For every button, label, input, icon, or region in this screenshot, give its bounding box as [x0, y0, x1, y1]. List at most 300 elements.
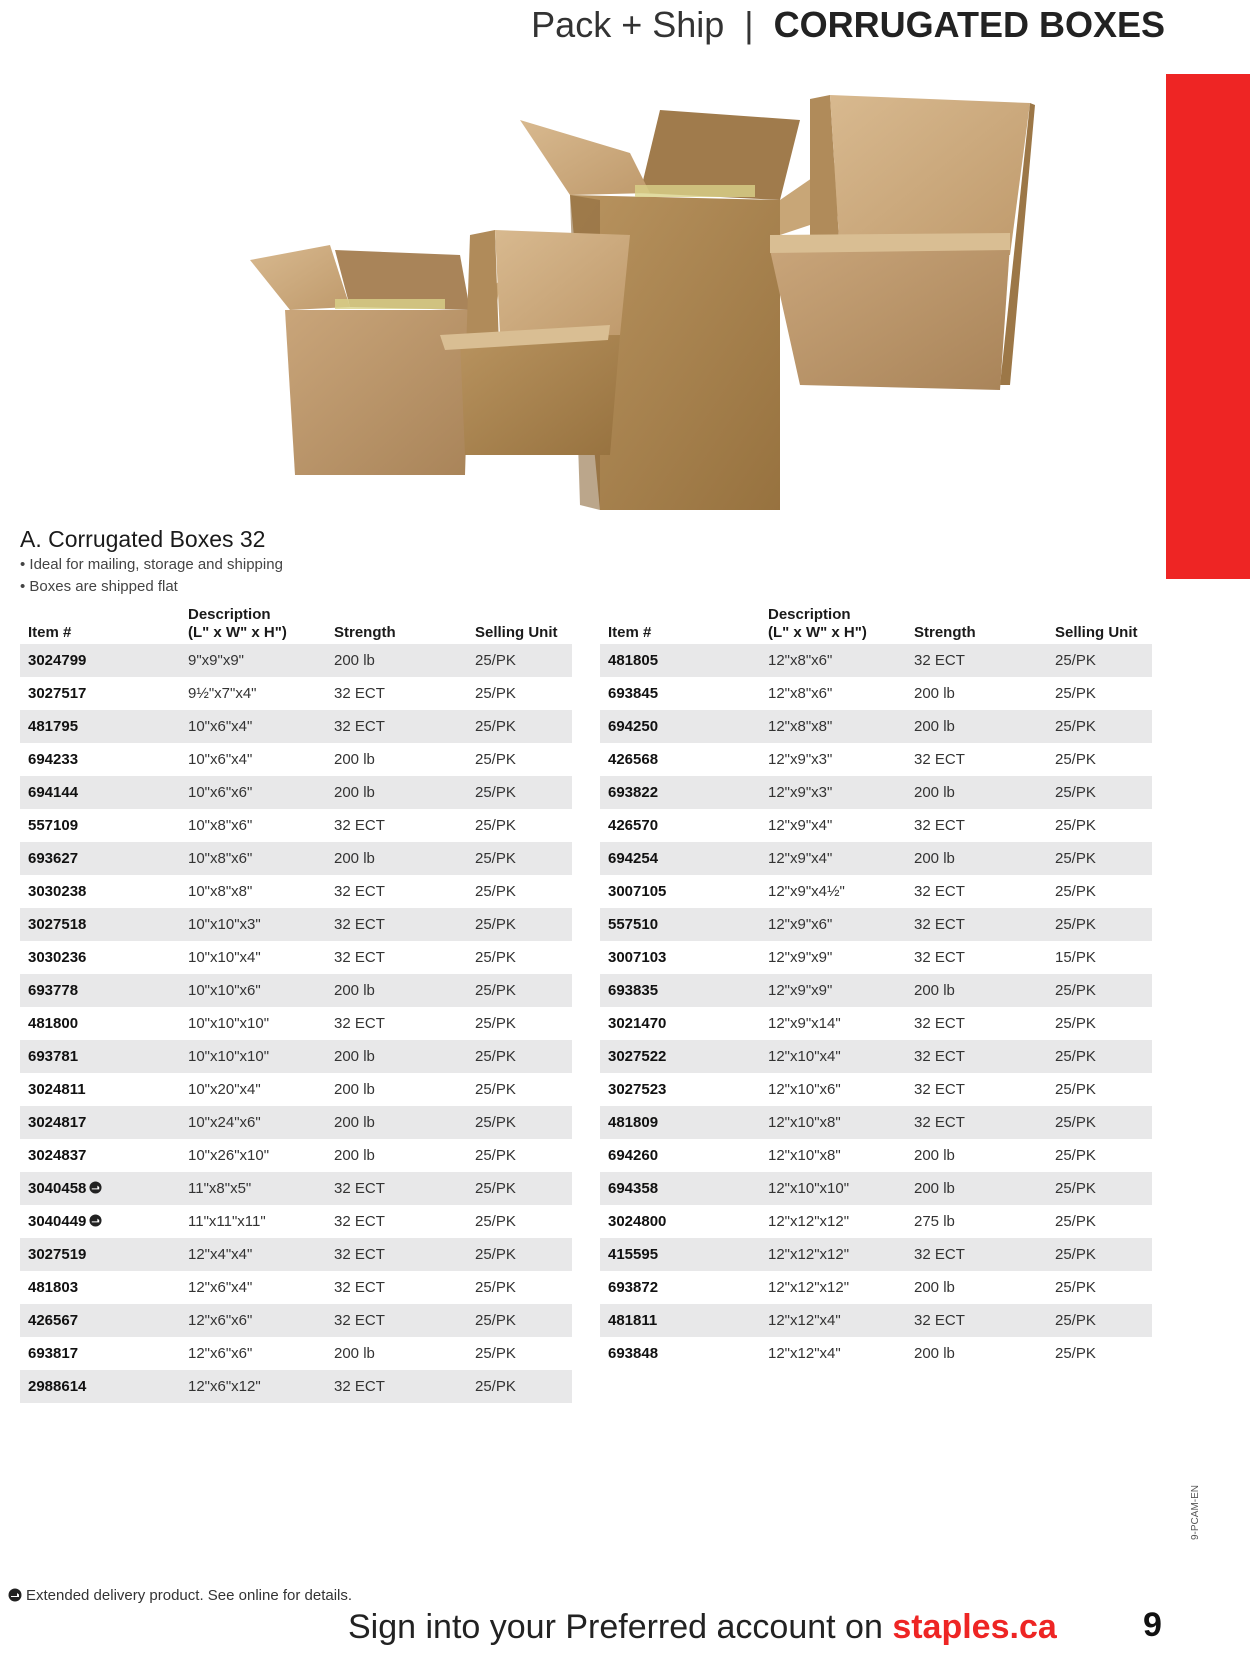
- table-row: [20, 1238, 572, 1271]
- strength-cell: 32 ECT: [326, 1238, 467, 1271]
- description-cell: 10"x6"x4": [180, 710, 326, 743]
- selling-unit-cell: 25/PK: [475, 1015, 516, 1032]
- description-cell: 11"x11"x11": [188, 1213, 266, 1230]
- selling-unit-cell: 25/PK: [1055, 751, 1096, 768]
- table-row: [20, 809, 572, 842]
- table-row: [600, 1172, 1152, 1205]
- table-row: [20, 644, 572, 677]
- item-number: 693822: [608, 784, 659, 801]
- item-number-cell: [20, 908, 180, 941]
- description-cell: 10"x6"x4": [188, 751, 253, 768]
- item-number-cell: [20, 1106, 180, 1139]
- page-number: 9: [1143, 1606, 1162, 1644]
- item-number-cell: [20, 1337, 180, 1370]
- description-header-line1: Description: [768, 606, 851, 623]
- strength-cell: 200 lb: [914, 1147, 955, 1164]
- table-row: [600, 908, 1152, 941]
- item-number: 3040458: [28, 1180, 87, 1197]
- item-number: 3027523: [608, 1081, 667, 1098]
- item-number: 3024799: [28, 652, 87, 669]
- selling-unit-cell: 25/PK: [467, 908, 572, 941]
- selling-unit-cell: 25/PK: [1055, 883, 1096, 900]
- selling-unit-cell: 25/PK: [467, 776, 572, 809]
- strength-cell: 200 lb: [906, 842, 1047, 875]
- description-header: [760, 604, 906, 644]
- item-number-cell: [20, 1040, 180, 1073]
- selling-unit-cell: 25/PK: [1047, 1238, 1152, 1271]
- strength-cell: 32 ECT: [906, 1304, 1047, 1337]
- table-header-row: [600, 604, 1152, 644]
- table-row: [600, 710, 1152, 743]
- description-cell: 12"x12"x12": [768, 1213, 850, 1230]
- page-header: [0, 2, 1165, 48]
- feature-list: [20, 554, 283, 598]
- item-number-cell: [600, 677, 760, 710]
- item-number: 694358: [608, 1180, 659, 1197]
- item-number-cell: [600, 1205, 760, 1238]
- description-header-line2: (L" x W" x H"): [768, 624, 867, 641]
- description-header-line1: Description: [188, 606, 271, 623]
- box-table-right: [600, 604, 1152, 1370]
- selling-unit-cell: 25/PK: [467, 1040, 572, 1073]
- selling-unit-header: Selling Unit: [1055, 624, 1138, 641]
- strength-cell: 200 lb: [914, 1279, 955, 1296]
- item-number: 3027518: [28, 916, 87, 933]
- selling-unit-cell: 25/PK: [475, 883, 516, 900]
- table-row: [20, 842, 572, 875]
- table-row: [600, 809, 1152, 842]
- item-number-cell: [600, 974, 760, 1007]
- strength-cell: 200 lb: [334, 1147, 375, 1164]
- item-number: 481800: [28, 1015, 79, 1032]
- selling-unit-cell: 25/PK: [1055, 1081, 1096, 1098]
- item-number-cell: [600, 1304, 760, 1337]
- item-number: 3040449: [28, 1213, 87, 1230]
- strength-cell: 200 lb: [906, 776, 1047, 809]
- table-row: [20, 941, 572, 974]
- table-row: [20, 776, 572, 809]
- tagline-text: Sign into your Preferred account on: [348, 1608, 893, 1646]
- item-number: 3030238: [28, 883, 87, 900]
- description-cell: 12"x9"x9": [768, 949, 833, 966]
- description-cell: 12"x12"x12": [760, 1238, 906, 1271]
- table-row: [600, 743, 1152, 776]
- item-number-cell: [20, 1271, 180, 1304]
- strength-cell: 32 ECT: [326, 908, 467, 941]
- table-row: [600, 974, 1152, 1007]
- item-number-cell: [600, 1040, 760, 1073]
- strength-cell: 32 ECT: [914, 1015, 965, 1032]
- description-cell: 12"x4"x4": [180, 1238, 326, 1271]
- strength-cell: 200 lb: [326, 1040, 467, 1073]
- item-number-cell: [600, 1238, 760, 1271]
- description-cell: 12"x10"x6": [768, 1081, 841, 1098]
- item-number-cell: [600, 644, 760, 677]
- strength-cell: 200 lb: [334, 751, 375, 768]
- selling-unit-cell: 25/PK: [1047, 842, 1152, 875]
- table-row: [600, 941, 1152, 974]
- item-number: 3021470: [608, 1015, 667, 1032]
- item-number: 693848: [608, 1345, 659, 1362]
- strength-cell: 200 lb: [906, 974, 1047, 1007]
- description-cell: 12"x12"x12": [768, 1279, 850, 1296]
- item-number: 3024817: [28, 1114, 87, 1131]
- description-cell: 10"x10"x6": [180, 974, 326, 1007]
- description-cell: 12"x9"x3": [768, 751, 833, 768]
- extended-delivery-icon: [8, 1588, 22, 1602]
- box-table-left: [20, 604, 572, 1403]
- feature-bullet: • Boxes are shipped flat: [20, 576, 283, 598]
- selling-unit-cell: 25/PK: [1047, 1040, 1152, 1073]
- table-row: [20, 908, 572, 941]
- selling-unit-cell: 25/PK: [467, 1238, 572, 1271]
- selling-unit-cell: 25/PK: [467, 1370, 572, 1403]
- table-row: [600, 1139, 1152, 1172]
- table-row: [20, 1205, 572, 1238]
- item-number: 694260: [608, 1147, 659, 1164]
- extended-delivery-icon: [89, 1214, 102, 1227]
- table-row: [600, 875, 1152, 908]
- strength-cell: 200 lb: [334, 1345, 375, 1362]
- selling-unit-cell: 25/PK: [1047, 1106, 1152, 1139]
- table-row: [20, 743, 572, 776]
- item-number: 557109: [28, 817, 79, 834]
- table-row: [20, 1106, 572, 1139]
- selling-unit-cell: 25/PK: [475, 1213, 516, 1230]
- item-number: 426568: [608, 751, 659, 768]
- strength-cell: 32 ECT: [914, 751, 965, 768]
- header-category: Pack + Ship: [531, 4, 725, 45]
- item-number-cell: [600, 908, 760, 941]
- strength-header: Strength: [914, 624, 976, 641]
- item-number-header: Item #: [608, 624, 652, 641]
- strength-cell: 32 ECT: [334, 883, 385, 900]
- description-cell: 12"x8"x6": [768, 685, 833, 702]
- selling-unit-cell: 25/PK: [1047, 710, 1152, 743]
- selling-unit-cell: 25/PK: [467, 710, 572, 743]
- item-number: 3007105: [608, 883, 667, 900]
- table-row: [20, 710, 572, 743]
- table-row: [600, 1238, 1152, 1271]
- item-number-cell: [20, 875, 180, 908]
- description-cell: 10"x26"x10": [188, 1147, 270, 1164]
- selling-unit-cell: 25/PK: [467, 1106, 572, 1139]
- table-row: [20, 1370, 572, 1403]
- strength-cell: 200 lb: [914, 685, 955, 702]
- item-number-cell: [20, 1073, 180, 1106]
- item-number: 3007103: [608, 949, 667, 966]
- item-number-cell: [20, 1172, 180, 1205]
- selling-unit-cell: 25/PK: [475, 685, 516, 702]
- selling-unit-cell: 25/PK: [1055, 1213, 1096, 1230]
- item-number: 693781: [28, 1048, 79, 1065]
- table-row: [20, 1073, 572, 1106]
- item-number-cell: [600, 1337, 760, 1370]
- selling-unit-cell: 25/PK: [475, 817, 516, 834]
- description-cell: 12"x10"x8": [768, 1147, 841, 1164]
- item-number: 3030236: [28, 949, 87, 966]
- item-number: 694144: [28, 784, 79, 801]
- description-cell: 12"x12"x4": [760, 1304, 906, 1337]
- item-number: 693627: [28, 850, 79, 867]
- description-cell: 10"x10"x3": [180, 908, 326, 941]
- table-row: [600, 1205, 1152, 1238]
- strength-cell: 32 ECT: [914, 949, 965, 966]
- item-number-cell: [20, 776, 180, 809]
- table-row: [20, 677, 572, 710]
- table-row: [600, 842, 1152, 875]
- strength-cell: 200 lb: [326, 974, 467, 1007]
- description-cell: 12"x9"x4": [768, 817, 833, 834]
- selling-unit-header: Selling Unit: [475, 624, 558, 641]
- item-number: 693845: [608, 685, 659, 702]
- strength-cell: 32 ECT: [334, 1015, 385, 1032]
- description-cell: 12"x9"x3": [760, 776, 906, 809]
- selling-unit-cell: 25/PK: [1047, 644, 1152, 677]
- description-cell: 12"x9"x9": [760, 974, 906, 1007]
- strength-cell: 32 ECT: [906, 1106, 1047, 1139]
- footnote: [8, 1587, 352, 1604]
- description-cell: 10"x20"x4": [188, 1081, 261, 1098]
- item-number-cell: [600, 809, 760, 842]
- strength-cell: 200 lb: [326, 776, 467, 809]
- description-header: [180, 604, 326, 644]
- selling-unit-cell: 25/PK: [475, 949, 516, 966]
- strength-cell: 32 ECT: [914, 883, 965, 900]
- selling-unit-cell: 25/PK: [1047, 974, 1152, 1007]
- strength-cell: 32 ECT: [334, 1213, 385, 1230]
- selling-unit-cell: 25/PK: [467, 644, 572, 677]
- item-number-cell: [600, 1139, 760, 1172]
- header-separator: |: [744, 4, 754, 45]
- item-number-cell: [600, 743, 760, 776]
- strength-header: Strength: [334, 624, 396, 641]
- strength-cell: 200 lb: [334, 1081, 375, 1098]
- description-cell: 12"x8"x8": [760, 710, 906, 743]
- item-number-cell: [600, 875, 760, 908]
- item-number: 3024837: [28, 1147, 87, 1164]
- product-section: [20, 524, 283, 598]
- item-number-cell: [20, 743, 180, 776]
- description-cell: 12"x10"x4": [760, 1040, 906, 1073]
- strength-cell: 32 ECT: [906, 644, 1047, 677]
- selling-unit-cell: 25/PK: [475, 1279, 516, 1296]
- strength-cell: 32 ECT: [334, 1279, 385, 1296]
- item-number: 481811: [608, 1312, 658, 1329]
- description-cell: 12"x9"x14": [768, 1015, 841, 1032]
- item-number: 3027522: [608, 1048, 667, 1065]
- description-cell: 12"x12"x4": [768, 1345, 841, 1362]
- selling-unit-cell: 25/PK: [475, 751, 516, 768]
- description-cell: 10"x10"x10": [180, 1040, 326, 1073]
- item-number: 426567: [28, 1312, 79, 1329]
- red-side-tab: [1166, 74, 1250, 579]
- item-number: 694254: [608, 850, 659, 867]
- description-cell: 10"x10"x4": [188, 949, 261, 966]
- selling-unit-cell: 25/PK: [1047, 908, 1152, 941]
- item-number: 426570: [608, 817, 659, 834]
- description-cell: 9"x9"x9": [180, 644, 326, 677]
- description-cell: 12"x6"x6": [188, 1345, 253, 1362]
- section-title: A. Corrugated Boxes 32: [20, 526, 266, 552]
- selling-unit-cell: 25/PK: [1047, 1172, 1152, 1205]
- strength-cell: 200 lb: [906, 1172, 1047, 1205]
- item-number: 481795: [28, 718, 79, 735]
- strength-cell: 32 ECT: [334, 685, 385, 702]
- item-number-cell: [20, 941, 180, 974]
- description-cell: 12"x10"x10": [760, 1172, 906, 1205]
- header-title: CORRUGATED BOXES: [773, 4, 1165, 45]
- description-cell: 10"x24"x6": [180, 1106, 326, 1139]
- selling-unit-cell: 25/PK: [1047, 776, 1152, 809]
- selling-unit-cell: 25/PK: [1055, 1345, 1096, 1362]
- footnote-text: Extended delivery product. See online for details.: [26, 1587, 353, 1604]
- item-number: 694250: [608, 718, 659, 735]
- selling-unit-cell: 25/PK: [467, 842, 572, 875]
- table-row: [600, 1040, 1152, 1073]
- table-row: [20, 1040, 572, 1073]
- item-number-cell: [20, 1007, 180, 1040]
- selling-unit-cell: 25/PK: [1047, 1304, 1152, 1337]
- table-row: [20, 1139, 572, 1172]
- item-number-cell: [20, 1370, 180, 1403]
- description-cell: 12"x10"x8": [760, 1106, 906, 1139]
- catalog-code: 9-PCAM-EN: [1190, 1484, 1201, 1540]
- item-number: 481809: [608, 1114, 659, 1131]
- tagline: [348, 1606, 1057, 1648]
- strength-cell: 200 lb: [906, 710, 1047, 743]
- staples-link[interactable]: staples.ca: [892, 1608, 1057, 1646]
- item-number: 415595: [608, 1246, 659, 1263]
- item-number: 693872: [608, 1279, 659, 1296]
- item-number-cell: [20, 1139, 180, 1172]
- item-number-cell: [600, 1172, 760, 1205]
- selling-unit-cell: 25/PK: [1055, 1147, 1096, 1164]
- selling-unit-cell: 25/PK: [475, 1345, 516, 1362]
- strength-cell: 32 ECT: [906, 1238, 1047, 1271]
- description-cell: 12"x6"x12": [180, 1370, 326, 1403]
- selling-unit-cell: 15/PK: [1055, 949, 1096, 966]
- item-number-cell: [600, 1271, 760, 1304]
- item-number-cell: [20, 644, 180, 677]
- table-row: [600, 1007, 1152, 1040]
- table-row: [20, 974, 572, 1007]
- strength-cell: 32 ECT: [326, 1304, 467, 1337]
- strength-cell: 200 lb: [326, 644, 467, 677]
- item-number: 3024811: [28, 1081, 86, 1098]
- item-number: 557510: [608, 916, 659, 933]
- corrugated-boxes-photo: [240, 85, 1110, 515]
- item-number-cell: [20, 677, 180, 710]
- strength-cell: 32 ECT: [334, 949, 385, 966]
- table-row: [20, 1304, 572, 1337]
- description-cell: 12"x6"x6": [180, 1304, 326, 1337]
- item-number-cell: [600, 1073, 760, 1106]
- description-cell: 12"x9"x4": [760, 842, 906, 875]
- table-row: [20, 1337, 572, 1370]
- item-number-cell: [20, 710, 180, 743]
- description-header-line2: (L" x W" x H"): [188, 624, 287, 641]
- description-cell: 12"x9"x4½": [768, 883, 845, 900]
- table-row: [600, 1304, 1152, 1337]
- table-row: [600, 1271, 1152, 1304]
- item-number-cell: [20, 1205, 180, 1238]
- strength-cell: 32 ECT: [914, 1081, 965, 1098]
- item-number: 3027517: [28, 685, 87, 702]
- item-number-cell: [20, 974, 180, 1007]
- selling-unit-cell: 25/PK: [1055, 685, 1096, 702]
- strength-cell: 32 ECT: [334, 817, 385, 834]
- description-cell: 12"x6"x4": [188, 1279, 253, 1296]
- item-number-header: Item #: [28, 624, 72, 641]
- strength-cell: 200 lb: [326, 1106, 467, 1139]
- selling-unit-cell: 25/PK: [1055, 817, 1096, 834]
- table-row: [600, 677, 1152, 710]
- item-number: 693817: [28, 1345, 79, 1362]
- strength-cell: 32 ECT: [326, 1370, 467, 1403]
- item-number-cell: [20, 1238, 180, 1271]
- item-number-cell: [600, 941, 760, 974]
- item-number-cell: [600, 842, 760, 875]
- selling-unit-cell: 25/PK: [475, 1147, 516, 1164]
- item-number-cell: [600, 1007, 760, 1040]
- table-row: [20, 1007, 572, 1040]
- item-number-cell: [600, 776, 760, 809]
- description-cell: 10"x8"x6": [188, 817, 253, 834]
- description-cell: 9½"x7"x4": [188, 685, 257, 702]
- item-number-cell: [600, 710, 760, 743]
- item-number: 481803: [28, 1279, 79, 1296]
- item-number-cell: [20, 842, 180, 875]
- selling-unit-cell: 25/PK: [467, 1172, 572, 1205]
- description-cell: 10"x6"x6": [180, 776, 326, 809]
- description-cell: 12"x8"x6": [760, 644, 906, 677]
- table-row: [600, 776, 1152, 809]
- table-row: [20, 1172, 572, 1205]
- small-box-image: [250, 230, 630, 475]
- table-row: [20, 1271, 572, 1304]
- strength-cell: 32 ECT: [906, 908, 1047, 941]
- item-number-cell: [20, 809, 180, 842]
- item-number: 693835: [608, 982, 659, 999]
- description-cell: 10"x8"x6": [180, 842, 326, 875]
- selling-unit-cell: 25/PK: [467, 974, 572, 1007]
- strength-cell: 32 ECT: [906, 1040, 1047, 1073]
- strength-cell: 200 lb: [914, 1345, 955, 1362]
- description-cell: 12"x9"x6": [760, 908, 906, 941]
- strength-cell: 275 lb: [914, 1213, 955, 1230]
- table-header-row: [20, 604, 572, 644]
- description-cell: 10"x10"x10": [188, 1015, 270, 1032]
- table-row: [600, 1106, 1152, 1139]
- item-number-cell: [600, 1106, 760, 1139]
- table-row: [20, 875, 572, 908]
- extended-delivery-icon: [89, 1181, 102, 1194]
- item-number: 3024800: [608, 1213, 667, 1230]
- selling-unit-cell: 25/PK: [1055, 1279, 1096, 1296]
- item-number: 694233: [28, 751, 79, 768]
- feature-bullet: • Ideal for mailing, storage and shipping: [20, 554, 283, 576]
- item-number: 693778: [28, 982, 79, 999]
- strength-cell: 32 ECT: [914, 817, 965, 834]
- strength-cell: 32 ECT: [326, 1172, 467, 1205]
- selling-unit-cell: 25/PK: [1055, 1015, 1096, 1032]
- table-row: [600, 644, 1152, 677]
- description-cell: 10"x8"x8": [188, 883, 253, 900]
- item-number-cell: [20, 1304, 180, 1337]
- item-number: 481805: [608, 652, 659, 669]
- item-number: 3027519: [28, 1246, 87, 1263]
